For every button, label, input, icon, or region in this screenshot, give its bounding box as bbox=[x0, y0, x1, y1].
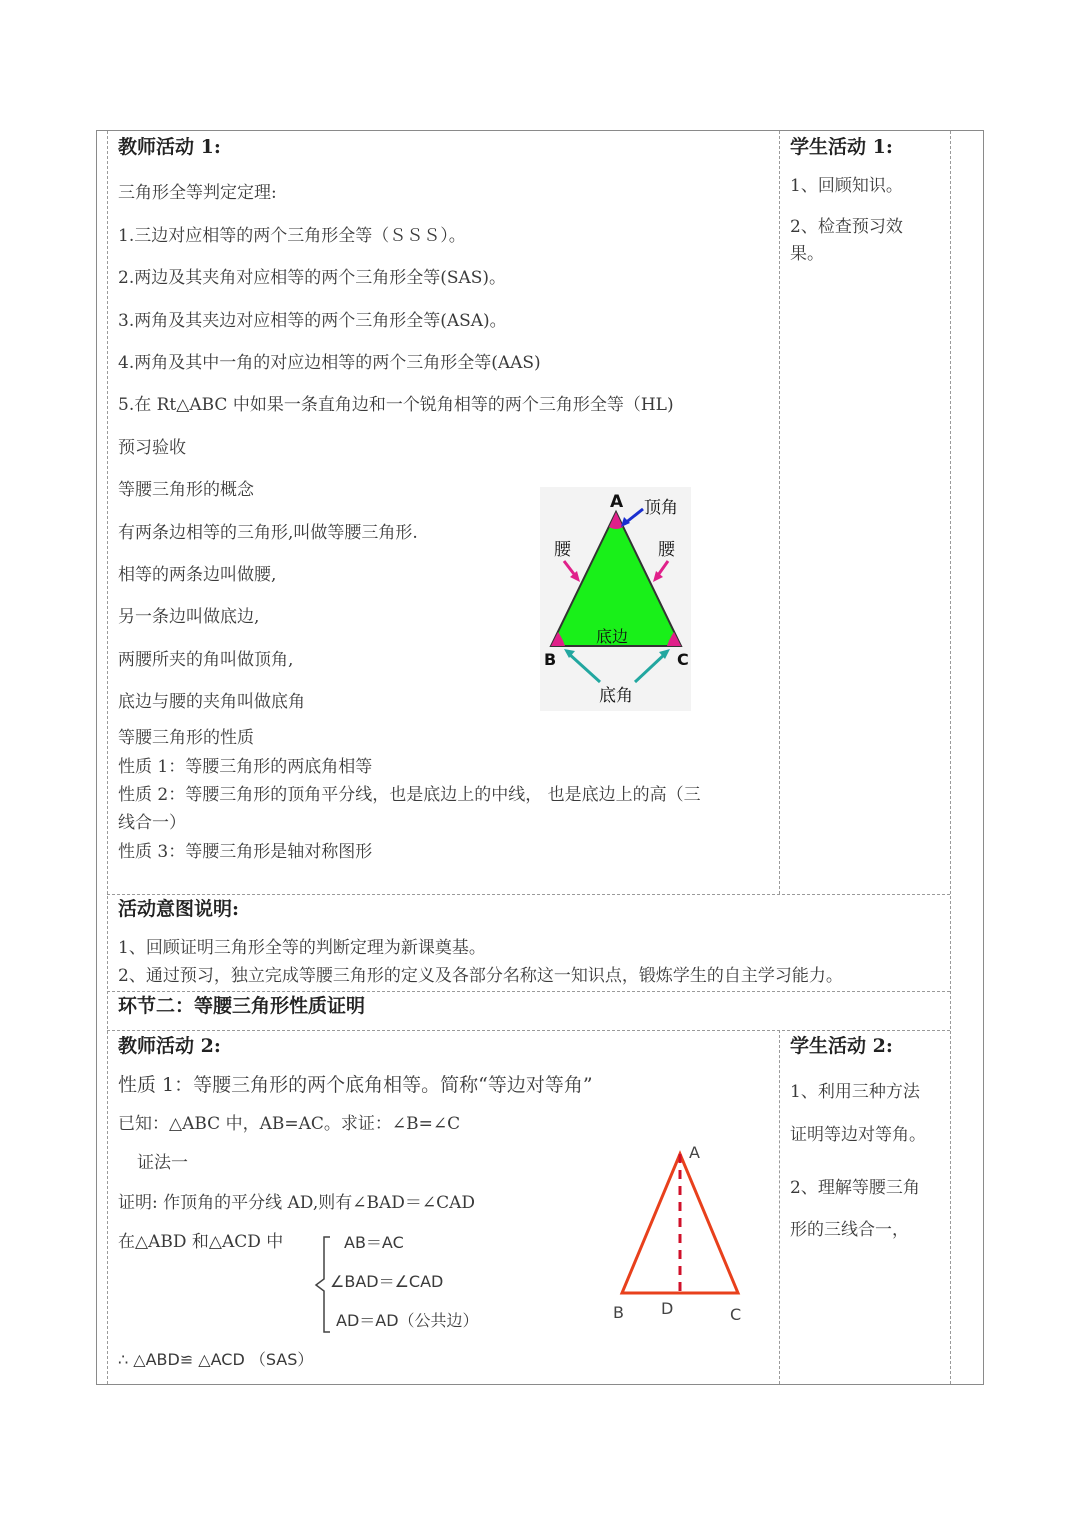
theorem-sss: 1.三边对应相等的两个三角形全等（ＳＳＳ）。 bbox=[118, 226, 466, 246]
proof-step-1: 证明: 作顶角的平分线 AD,则有∠BAD＝∠CAD bbox=[118, 1193, 476, 1213]
proof-method-1: 证法一 bbox=[137, 1153, 188, 1173]
point-a-label: A bbox=[689, 1143, 700, 1162]
vertex-a-label: A bbox=[610, 492, 624, 512]
section-2-heading: 环节二：等腰三角形性质证明 bbox=[118, 995, 366, 1017]
vertex-c-label: C bbox=[677, 650, 689, 669]
intent-heading: 活动意图说明: bbox=[118, 898, 240, 920]
property-1-statement: 性质 1：等腰三角形的两个底角相等。简称“等边对等角” bbox=[118, 1074, 593, 1096]
table-outer-bottom bbox=[96, 1384, 984, 1385]
inner-left-border bbox=[107, 131, 108, 1384]
condition-common-side: AD＝AD（公共边） bbox=[336, 1311, 479, 1330]
table-outer-left bbox=[96, 130, 97, 1385]
definition-line: 有两条边相等的三角形,叫做等腰三角形. bbox=[118, 523, 418, 543]
congruence-theorems-title: 三角形全等判定定理: bbox=[118, 183, 277, 203]
isosceles-triangle-diagram bbox=[540, 487, 691, 711]
student-2-line-1: 1、利用三种方法 bbox=[790, 1082, 920, 1102]
student-2-line-2: 证明等边对等角。 bbox=[790, 1125, 926, 1145]
student-1-item-2-continued: 果。 bbox=[790, 244, 824, 264]
legs-line: 相等的两条边叫做腰, bbox=[118, 565, 277, 585]
property-3: 性质 3：等腰三角形是轴对称图形 bbox=[118, 842, 373, 862]
row-divider-2 bbox=[107, 991, 950, 992]
triangle-abd-acd-diagram bbox=[605, 1138, 755, 1328]
apex-angle-label: 顶角 bbox=[644, 498, 678, 518]
point-c-label: C bbox=[730, 1305, 742, 1324]
proof-in-triangles: 在△ABD 和△ACD 中 bbox=[118, 1232, 284, 1252]
base-angle-label: 底角 bbox=[599, 686, 633, 706]
base-line: 另一条边叫做底边, bbox=[118, 607, 260, 627]
table-outer-right bbox=[983, 130, 984, 1385]
point-b-label: B bbox=[613, 1303, 624, 1322]
property-2-continued: 线合一） bbox=[118, 813, 186, 833]
table-outer-top bbox=[96, 130, 984, 131]
properties-title: 等腰三角形的性质 bbox=[118, 728, 254, 748]
left-leg-label: 腰 bbox=[554, 540, 571, 560]
column-divider-1 bbox=[779, 131, 780, 894]
right-leg-label: 腰 bbox=[658, 540, 675, 560]
point-d-label: D bbox=[661, 1299, 674, 1318]
condition-angles: ∠BAD＝∠CAD bbox=[330, 1272, 444, 1291]
base-angle-line: 底边与腰的夹角叫做底角 bbox=[118, 692, 305, 712]
student-activity-1-heading: 学生活动 1: bbox=[790, 136, 893, 158]
teacher-activity-1-heading: 教师活动 1: bbox=[118, 136, 221, 158]
condition-sides: AB＝AC bbox=[344, 1233, 404, 1252]
column-divider-2 bbox=[779, 1030, 780, 1384]
vertex-b-label: B bbox=[544, 650, 557, 669]
intent-line-2: 2、通过预习，独立完成等腰三角形的定义及各部分名称这一知识点，锻炼学生的自主学习能力。 bbox=[118, 966, 843, 986]
isosceles-concept-title: 等腰三角形的概念 bbox=[118, 480, 254, 500]
property-1: 性质 1：等腰三角形的两底角相等 bbox=[118, 757, 373, 777]
apex-angle-line: 两腰所夹的角叫做顶角, bbox=[118, 650, 294, 670]
theorem-hl: 5.在 Rt△ABC 中如果一条直角边和一个锐角相等的两个三角形全等（HL) bbox=[118, 395, 674, 415]
theorem-asa: 3.两角及其夹边对应相等的两个三角形全等(ASA)。 bbox=[118, 311, 507, 331]
theorem-sas: 2.两边及其夹角对应相等的两个三角形全等(SAS)。 bbox=[118, 268, 507, 288]
inner-right-border bbox=[950, 131, 951, 1384]
row-divider-1 bbox=[107, 894, 950, 895]
intent-line-1: 1、回顾证明三角形全等的判断定理为新课奠基。 bbox=[118, 938, 486, 958]
property-2: 性质 2：等腰三角形的顶角平分线，也是底边上的中线， 也是底边上的高（三 bbox=[118, 785, 701, 805]
teacher-activity-2-heading: 教师活动 2: bbox=[118, 1035, 221, 1057]
base-label: 底边 bbox=[596, 627, 629, 646]
student-activity-2-heading: 学生活动 2: bbox=[790, 1035, 893, 1057]
given-and-prove: 已知：△ABC 中，AB=AC。求证：∠B=∠C bbox=[118, 1114, 461, 1134]
row-divider-3 bbox=[107, 1030, 950, 1031]
theorem-aas: 4.两角及其中一角的对应边相等的两个三角形全等(AAS) bbox=[118, 353, 541, 373]
student-2-line-3: 2、理解等腰三角 bbox=[790, 1178, 920, 1198]
proof-conclusion: ∴ △ABD≌ △ACD （SAS） bbox=[118, 1350, 314, 1369]
preview-check: 预习验收 bbox=[118, 438, 186, 458]
student-1-item-2: 2、检查预习效 bbox=[790, 217, 903, 237]
student-2-line-4: 形的三线合一， bbox=[790, 1220, 909, 1240]
student-1-item-1: 1、回顾知识。 bbox=[790, 176, 903, 196]
